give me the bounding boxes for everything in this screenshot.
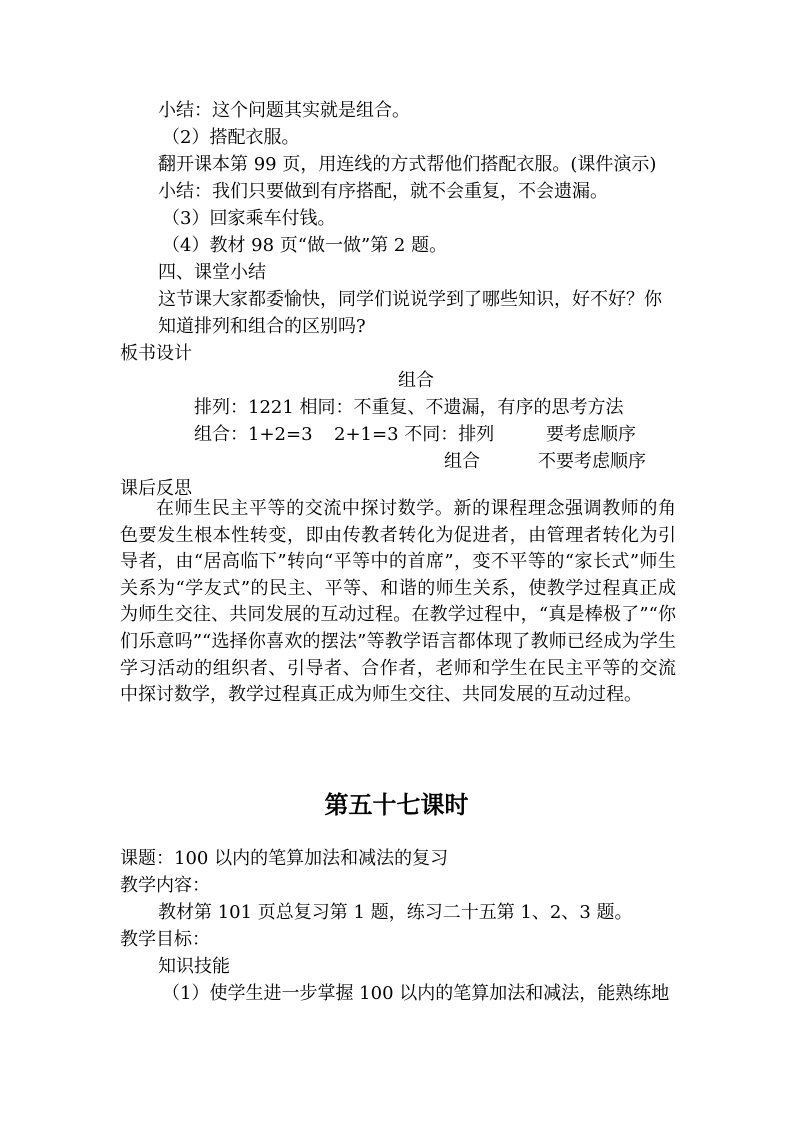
- board-title: 组合: [398, 370, 434, 391]
- reflection-paragraph: 在师生民主平等的交流中探讨数学。新的课程理念强调教师的角色要发生根本性转变，即由传教者转化为促进者，由管理者转化为引导者，由“居高临下”转向“平等中的首席”，变不平等的“家长式”师生关系为“学友式”的民主、平等、和谐的师生关系，使教学过程真正成为师生交往、共同发展的互动过程。在教学过程中，“真是棒极了”“你们乐意吗”“选择你喜欢的摆法”等教学语言都体现了教师已经成为学生学习活动的组织者、引导者、合作者，老师和学生在民主平等的交流中探讨数学，教学过程真正成为师生交往、共同发展的互动过程。: [120, 498, 676, 706]
- board-line-order-required: 要考虑顺序: [546, 424, 636, 445]
- item-4-textbook: （4）教材 98 页“做一做”第 2 题。: [162, 235, 448, 256]
- teaching-goals-label: 教学目标：: [120, 929, 210, 950]
- teaching-content-label: 教学内容：: [120, 875, 210, 896]
- board-line-combination: 组合：1+2=3: [194, 424, 313, 445]
- board-line-permutation: 排列：1221 相同：不重复、不遗漏，有序的思考方法: [194, 397, 624, 418]
- board-line-order-not-required: 不要考虑顺序: [538, 451, 646, 472]
- board-design-heading: 板书设计: [120, 343, 192, 364]
- summary-question-2: 知道排列和组合的区别吗?: [158, 316, 366, 337]
- section-heading-summary: 四、课堂小结: [158, 262, 266, 283]
- knowledge-skills-label: 知识技能: [158, 956, 230, 977]
- teaching-content: 教材第 101 页总复习第 1 题，练习二十五第 1、2、3 题。: [158, 902, 633, 923]
- goal-item-1: （1）使学生进一步掌握 100 以内的笔算加法和减法，能熟练地: [162, 983, 670, 1004]
- board-line-combination-2: 组合: [444, 451, 480, 472]
- summary-question-1: 这节课大家都委愉快，同学们说说学到了哪些知识，好不好？你: [158, 289, 662, 310]
- reflection-heading: 课后反思: [120, 478, 192, 499]
- summary-line-1: 小结：这个问题其实就是组合。: [158, 100, 410, 121]
- lesson-topic: 课题：100 以内的笔算加法和减法的复习: [120, 848, 449, 869]
- item-3-bus-fare: （3）回家乘车付钱。: [162, 208, 336, 229]
- item-2-clothes: （2）搭配衣服。: [162, 127, 300, 148]
- summary-line-2: 小结：我们只要做到有序搭配，就不会重复，不会遗漏。: [158, 181, 608, 202]
- instruction-line: 翻开课本第 99 页，用连线的方式帮他们搭配衣服。(课件演示): [158, 154, 657, 175]
- board-line-difference: 2+1=3 不同：排列: [334, 424, 495, 445]
- lesson-title: 第五十七课时: [324, 790, 469, 819]
